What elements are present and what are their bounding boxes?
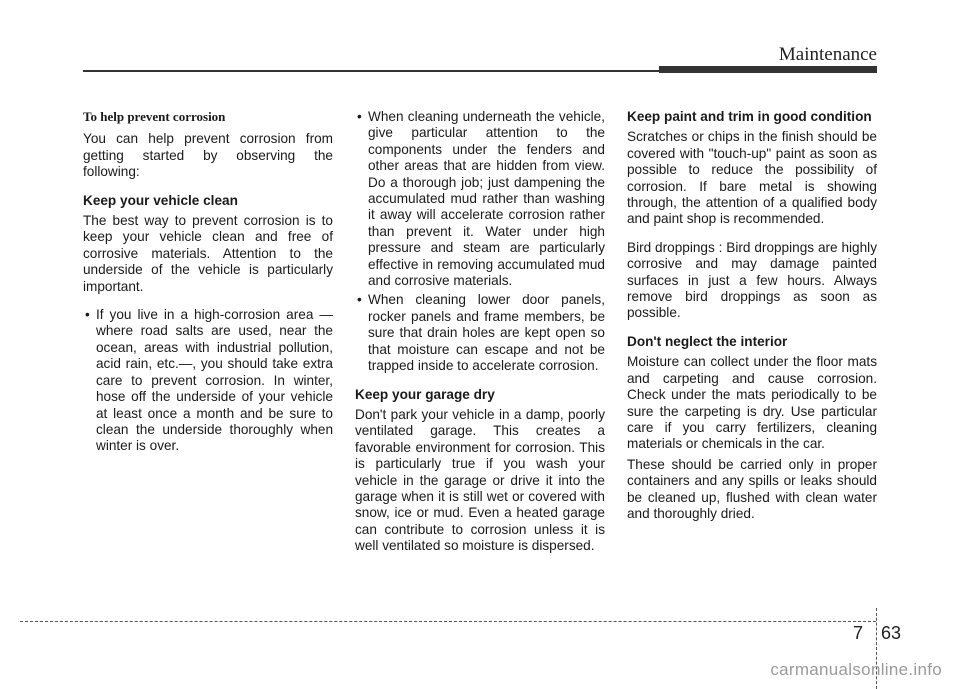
column-3	[627, 109, 877, 534]
header-rule-thick	[659, 66, 877, 73]
bullet-list	[355, 109, 605, 375]
clean-paragraph: The best way to prevent corrosion is to keep your vehicle clean and free of corrosive materials. Attention to the underside of the vehicle is particularly important.	[83, 213, 333, 294]
column-2	[355, 109, 605, 567]
garage-paragraph: Don't park your vehicle in a damp, poorly ventilated garage. This creates a favorable environment for corrosion. This is particularly true if you wash your vehicle in the garage or drive it into the garage when it is still wet or covered with snow, ice or mud. Even a heated garage can contribute to corrosion unless it is well ventilated so moisture is dispersed.	[355, 406, 605, 554]
chapter-number: 7	[853, 623, 864, 643]
list-item: • If you live in a high-corrosion area — where road salts are used, near the ocean, areas with industrial pollution, acid rain, etc.—, you should take extra care to prevent corrosion. In winter, hose off the underside of your vehicle at least once a month and be sure to clean the underside thoroughly when winter is over.	[83, 307, 333, 455]
section-title: Maintenance	[778, 44, 877, 65]
page-number: 63	[881, 623, 902, 643]
subheading-paint-trim: Keep paint and trim in good condition	[627, 109, 872, 124]
list-item: • When cleaning lower door panels, rocker panels and frame members, be sure that drain holes are kept open so that moisture can escape and not be trapped inside to accelerate corrosion.	[355, 292, 605, 374]
paint-paragraph: Scratches or chips in the finish should be covered with "touch-up" paint as soon as possible to reduce the possibility of corrosion. If bare metal is showing through, the attention of a qualified body and paint shop is recommended.	[627, 129, 877, 227]
section-heading: To help prevent corrosion	[83, 109, 226, 124]
subheading-keep-clean: Keep your vehicle clean	[83, 192, 238, 208]
subheading-garage-dry: Keep your garage dry	[355, 386, 495, 402]
footer-dashed-rule	[20, 621, 876, 622]
interior-paragraph: Moisture can collect under the floor mats and carpeting and cause corrosion. Check under the mats periodically to be sure the carpeting is dry. Use particular care if you carry fertilizers, cleaning materials or chemicals in the car.	[627, 354, 877, 452]
watermark: carmanualsonline.info	[770, 660, 942, 679]
subheading-interior: Don't neglect the interior	[627, 333, 788, 349]
intro-paragraph: You can help prevent corrosion from getting started by observing the following:	[83, 131, 333, 180]
header-rule-thin	[83, 70, 683, 72]
bird-droppings-paragraph: Bird droppings : Bird droppings are highly corrosive and may damage painted surfaces in just a few hours. Always remove bird droppings as soon as possible.	[627, 239, 877, 321]
bullet-list	[83, 307, 333, 455]
containers-paragraph: These should be carried only in proper containers and any spills or leaks should be cleaned up, flushed with clean water and thoroughly dried.	[627, 456, 877, 521]
column-1	[83, 109, 333, 458]
list-item: • When cleaning underneath the vehicle, give particular attention to the components under the fenders and other areas that are hidden from view. Do a thorough job; just dampening the accumulated mud rather than washing it away will accelerate corrosion rather than prevent it. Water under high pressure and steam are particularly effective in removing accumulated mud and corrosive materials.	[355, 109, 605, 289]
